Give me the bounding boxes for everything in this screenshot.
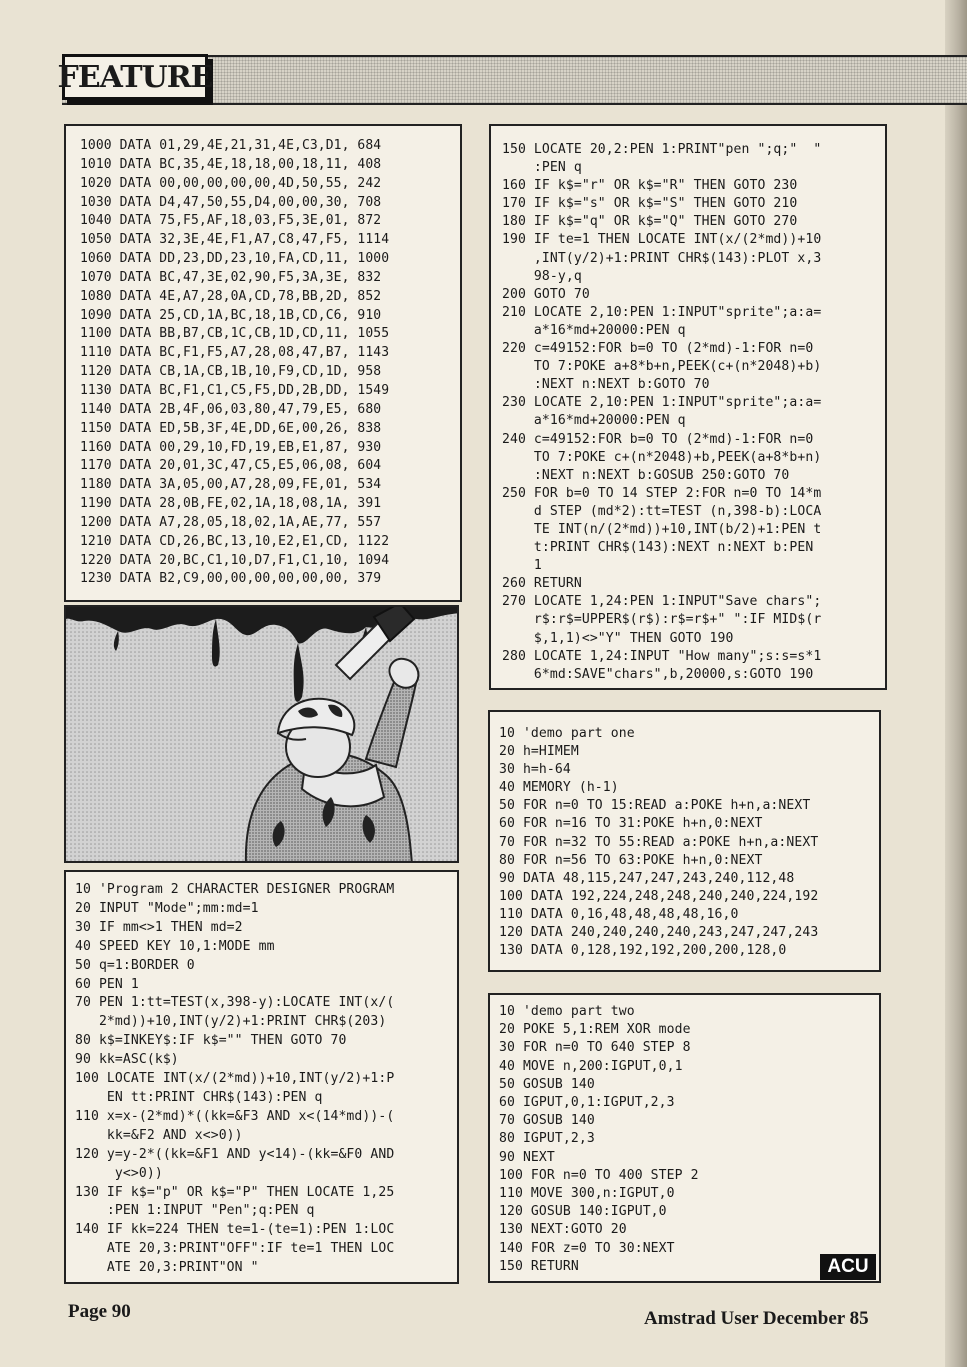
program2-listing-code: 10 'Program 2 CHARACTER DESIGNER PROGRAM 20 INPUT "Mode";mm:md=1 30 IF mm<>1 THEN md=2 40 SPEED KEY 10,1:MODE mm 50 q=1:BORDER 0 60 PEN 1 70 PEN 1:tt=TEST(x,398-y):LOCATE INT(x/( 2*md))+10,INT(y/2)+1:PRINT CHR$(203) 80 k$=INKEY$:IF k$="" THEN GOTO 70 90 kk=ASC(k$) 100 LOCATE INT(x/(2*md))+10,INT(y/2)+1:P EN tt:PRINT CHR$(143):PEN q 110 x=x-(2*md)*((kk=&F3 AND x<(14*md))-( kk=&F2 AND x<>0)) 120 y=y-2*((kk=&F1 AND y<14)-(kk=&F0 AND y<>0)) 130 IF k$="p" OR k$="P" THEN LOCATE 1,25 :PEN 1:INPUT "Pen";q:PEN q 140 IF kk=224 THEN te=1-(te=1):PEN 1:LOC ATE 20,3:PRINT"OFF":IF te=1 THEN LOC ATE 20,3:PRINT"ON " [75, 882, 395, 1276]
data-listing-code: 1000 DATA 01,29,4E,21,31,4E,C3,D1, 684 1010 DATA BC,35,4E,18,18,00,18,11, 408 1020 DATA 00,00,00,00,00,4D,50,55, 242 1030 DATA D4,47,50,55,D4,00,00,30, 708 1040 DATA 75,F5,AF,18,03,F5,3E,01, 872 1050 DATA 32,3E,4E,F1,A7,C8,47,F5, 1114 1060 DATA DD,23,DD,23,10,FA,CD,11, 1000 1070 DATA BC,47,3E,02,90,F5,3A,3E, 832 1080 DATA 4E,A7,28,0A,CD,78,BB,2D, 852 1090 DATA 25,CD,1A,BC,18,1B,CD,C6, 910 1100 DATA BB,B7,CB,1C,CB,1D,CD,11, 1055 1110 DATA BC,F1,F5,A7,28,08,47,B7, 1143 1120 DATA CB,1A,CB,1B,10,F9,CD,1D, 958 1130 DATA BC,F1,C1,C5,F5,DD,2B,DD, 1549 1140 DATA 2B,4F,06,03,80,47,79,E5, 680 1150 DATA ED,5B,3F,4E,DD,6E,00,26, 838 1160 DATA 00,29,10,FD,19,EB,E1,87, 930 1170 DATA 20,01,3C,47,C5,E5,06,08, 604 1180 DATA 3A,05,00,A7,28,09,FE,01, 534 1190 DATA 28,0B,FE,02,1A,18,08,1A, 391 1200 DATA A7,28,05,18,02,1A,AE,77, 557 1210 DATA CD,26,BC,13,10,E2,E1,CD, 1122 1220 DATA 20,BC,C1,10,D7,F1,C1,10, 1094 1230 DATA B2,C9,00,00,00,00,00,00, 379 [80, 138, 390, 587]
acu-badge: ACU [820, 1254, 876, 1280]
demo-part-two-box [488, 993, 881, 1283]
page-number: Page 90 [68, 1301, 131, 1322]
program2-continued-code: 150 LOCATE 20,2:PEN 1:PRINT"pen ";q;" " :PEN q 160 IF k$="r" OR k$="R" THEN GOTO 230 170 IF k$="s" OR k$="S" THEN GOTO 210 180 IF k$="q" OR k$="Q" THEN GOTO 270 190 IF te=1 THEN LOCATE INT(x/(2*md))+10 ,INT(y/2)+1:PRINT CHR$(143):PLOT x,3 98-y,q 200 GOTO 70 210 LOCATE 2,10:PEN 1:INPUT"sprite";a:a= a*16*md+20000:PEN q 220 c=49152:FOR b=0 TO (2*md)-1:FOR n=0 TO 7:POKE a+8*b+n,PEEK(c+(n*2048)+b) :NEXT n:NEXT b:GOTO 70 230 LOCATE 2,10:PEN 1:INPUT"sprite";a:a= a*16*md+20000:PEN q 240 c=49152:FOR b=0 TO (2*md)-1:FOR n=0 TO 7:POKE c+(n*2048)+b,PEEK(a+8*b+n) :NEXT n:NEXT b:GOSUB 250:GOTO 70 250 FOR b=0 TO 14 STEP 2:FOR n=0 TO 14*m d STEP (md*2):tt=TEST (n,398-b):LOCA TE INT(n/(2*md))+10,INT(b/2)+1:PEN t t:PRINT CHR$(143):NEXT n:NEXT b:PEN 1 260 RETURN 270 LOCATE 1,24:PEN 1:INPUT"Save chars"; r$:r$=UPPER$(r$):r$=r$+" ":IF MID$(r $,1,1)<>"Y" THEN GOTO 190 280 LOCATE 1,24:INPUT "How many";s:s=s*1 6*md:SAVE"chars",b,20000,s:GOTO 190 [502, 142, 822, 682]
program2-listing-box [64, 870, 459, 1284]
data-listing-box [64, 124, 462, 602]
painter-illustration-svg [66, 607, 459, 863]
feature-section-label: FEATURE [62, 54, 208, 100]
demo-part-one-code: 10 'demo part one 20 h=HIMEM 30 h=h-64 40 MEMORY (h-1) 50 FOR n=0 TO 15:READ a:POKE h+n,a:NEXT 60 FOR n=16 TO 31:POKE h+n,0:NEXT 70 FOR n=32 TO 55:READ a:POKE h+n,a:NEXT 80 FOR n=56 TO 63:POKE h+n,0:NEXT 90 DATA 48,115,247,247,243,240,112,48 100 DATA 192,224,248,248,240,240,224,192 110 DATA 0,16,48,48,48,48,16,0 120 DATA 240,240,240,240,243,247,247,243 130 DATA 0,128,192,192,200,200,128,0 [499, 726, 819, 959]
demo-part-two-code: 10 'demo part two 20 POKE 5,1:REM XOR mode 30 FOR n=0 TO 640 STEP 8 40 MOVE n,200:IGPUT,0,1 50 GOSUB 140 60 IGPUT,0,1:IGPUT,2,3 70 GOSUB 140 80 IGPUT,2,3 90 NEXT 100 FOR n=0 TO 400 STEP 2 110 MOVE 300,n:IGPUT,0 120 GOSUB 140:IGPUT,0 130 NEXT:GOTO 20 140 FOR z=0 TO 30:NEXT 150 RETURN [499, 1004, 699, 1274]
program2-continued-box [489, 124, 887, 690]
demo-part-one-box [488, 710, 881, 972]
page-spine-shadow [945, 0, 967, 1367]
publication-footer: Amstrad User December 85 [644, 1308, 869, 1329]
painter-illustration [64, 605, 459, 863]
